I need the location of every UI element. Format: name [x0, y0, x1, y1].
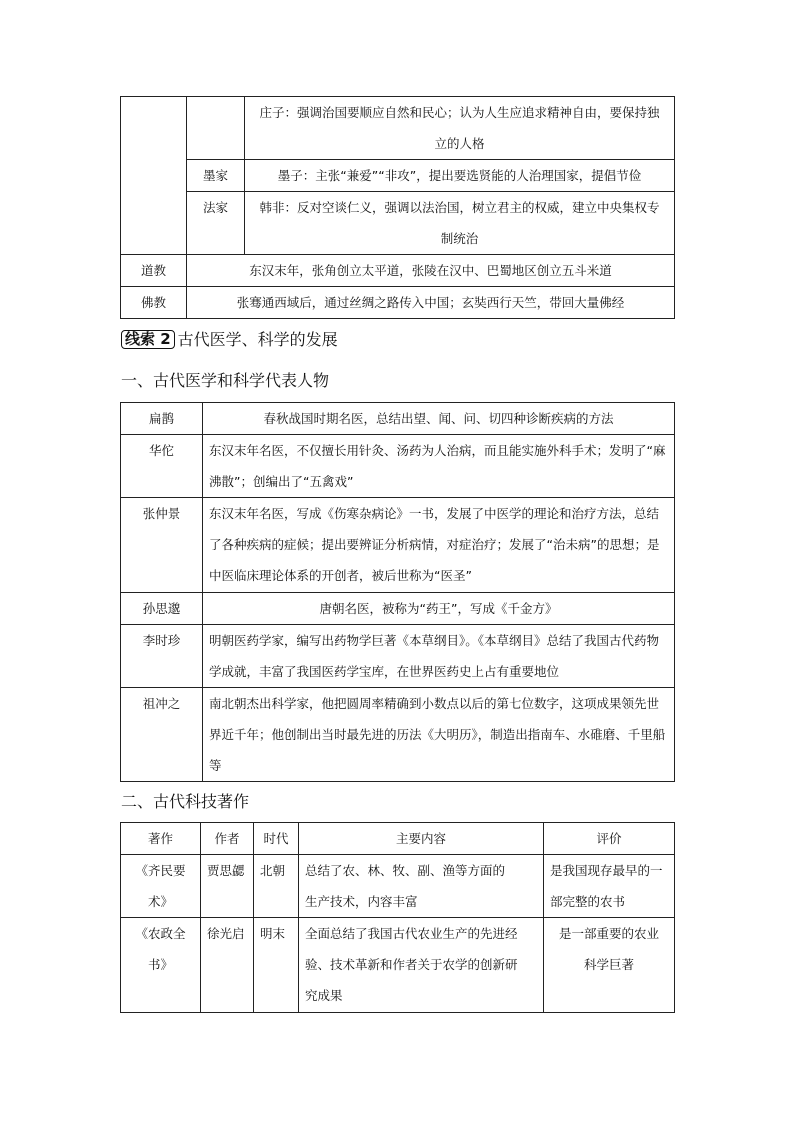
table-row	[121, 918, 675, 1013]
religion-label: 道教	[121, 255, 187, 287]
table-row	[121, 97, 675, 160]
table-row	[121, 287, 675, 319]
thought-religion-table	[120, 96, 675, 319]
column-header: 作者	[201, 823, 254, 855]
work-content: 全面总结了我国古代农业生产的先进经验、技术革新和作者关于农学的创新研究成果	[299, 918, 544, 1013]
figure-desc: 东汉末年名医，不仅擅长用针灸、汤药为人治病，而且能实施外科手术；发明了“麻沸散”；创编出了“五禽戏”	[203, 435, 675, 498]
religion-text: 东汉末年，张角创立太平道，张陵在汉中、巴蜀地区创立五斗米道	[187, 255, 675, 287]
person-cell: 韩非：反对空谈仁义，强调以法治国，树立君主的权威，建立中央集权专制统治	[245, 192, 675, 255]
table-row	[121, 688, 675, 782]
school-cell	[187, 97, 245, 160]
figures-table	[120, 402, 675, 782]
religion-text: 张骞通西域后，通过丝绸之路传入中国；玄奘西行天竺，带回大量佛经	[187, 287, 675, 319]
work-title: 《齐民要术》	[121, 855, 201, 918]
clue-title: 古代医学、科学的发展	[177, 330, 338, 349]
religion-label: 佛教	[121, 287, 187, 319]
figure-desc: 春秋战国时期名医，总结出望、闻、问、切四种诊断疾病的方法	[203, 403, 675, 435]
work-author: 贾思勰	[201, 855, 254, 918]
table-row	[121, 192, 675, 255]
column-header: 时代	[254, 823, 299, 855]
section-title: 二、古代科技著作	[121, 792, 250, 811]
person-cell: 墨子：主张“兼爱”“非攻”，提出要选贤能的人治理国家，提倡节俭	[245, 160, 675, 192]
section-title: 一、古代医学和科学代表人物	[121, 371, 330, 390]
person-cell: 庄子：强调治国要顺应自然和民心；认为人生应追求精神自由，要保持独立的人格	[245, 97, 675, 160]
school-cell: 墨家	[187, 160, 245, 192]
table-row	[121, 403, 675, 435]
figure-desc: 唐朝名医，被称为“药王”，写成《千金方》	[203, 593, 675, 625]
table-row	[121, 435, 675, 498]
school-cell: 法家	[187, 192, 245, 255]
figure-name: 祖冲之	[121, 688, 203, 782]
figure-desc: 南北朝杰出科学家，他把圆周率精确到小数点以后的第七位数字，这项成果领先世界近千年；他创制出当时最先进的历法《大明历》，制造出指南车、水碓磨、千里船等	[203, 688, 675, 782]
works-table	[120, 822, 675, 1013]
clue-badge: 线索 2	[121, 330, 175, 349]
figure-name: 扁鹊	[121, 403, 203, 435]
table-row	[121, 593, 675, 625]
figure-name: 李时珍	[121, 625, 203, 688]
work-content: 总结了农、林、牧、副、渔等方面的生产技术，内容丰富	[299, 855, 544, 918]
work-evaluation: 是我国现存最早的一部完整的农书	[544, 855, 675, 918]
table-row	[121, 625, 675, 688]
table-row	[121, 855, 675, 918]
figure-name: 孙思邈	[121, 593, 203, 625]
work-era: 北朝	[254, 855, 299, 918]
figure-name: 张仲景	[121, 498, 203, 593]
figure-desc: 明朝医药学家，编写出药物学巨著《本草纲目》。《本草纲目》总结了我国古代药物学成就，丰富了我国医药学宝库，在世界医药史上占有重要地位	[203, 625, 675, 688]
work-era: 明末	[254, 918, 299, 1013]
table-header-row	[121, 823, 675, 855]
category-cell	[121, 97, 187, 255]
table-row	[121, 498, 675, 593]
table-row	[121, 255, 675, 287]
work-author: 徐光启	[201, 918, 254, 1013]
column-header: 评价	[544, 823, 675, 855]
table-row	[121, 160, 675, 192]
clue-heading	[121, 329, 338, 351]
figure-name: 华佗	[121, 435, 203, 498]
work-title: 《农政全书》	[121, 918, 201, 1013]
column-header: 著作	[121, 823, 201, 855]
column-header: 主要内容	[299, 823, 544, 855]
work-evaluation: 是一部重要的农业科学巨著	[544, 918, 675, 1013]
figure-desc: 东汉末年名医，写成《伤寒杂病论》一书，发展了中医学的理论和治疗方法，总结了各种疾病的症候；提出要辨证分析病情，对症治疗；发展了“治未病”的思想；是中医临床理论体系的开创者，被后世称为“医圣”	[203, 498, 675, 593]
